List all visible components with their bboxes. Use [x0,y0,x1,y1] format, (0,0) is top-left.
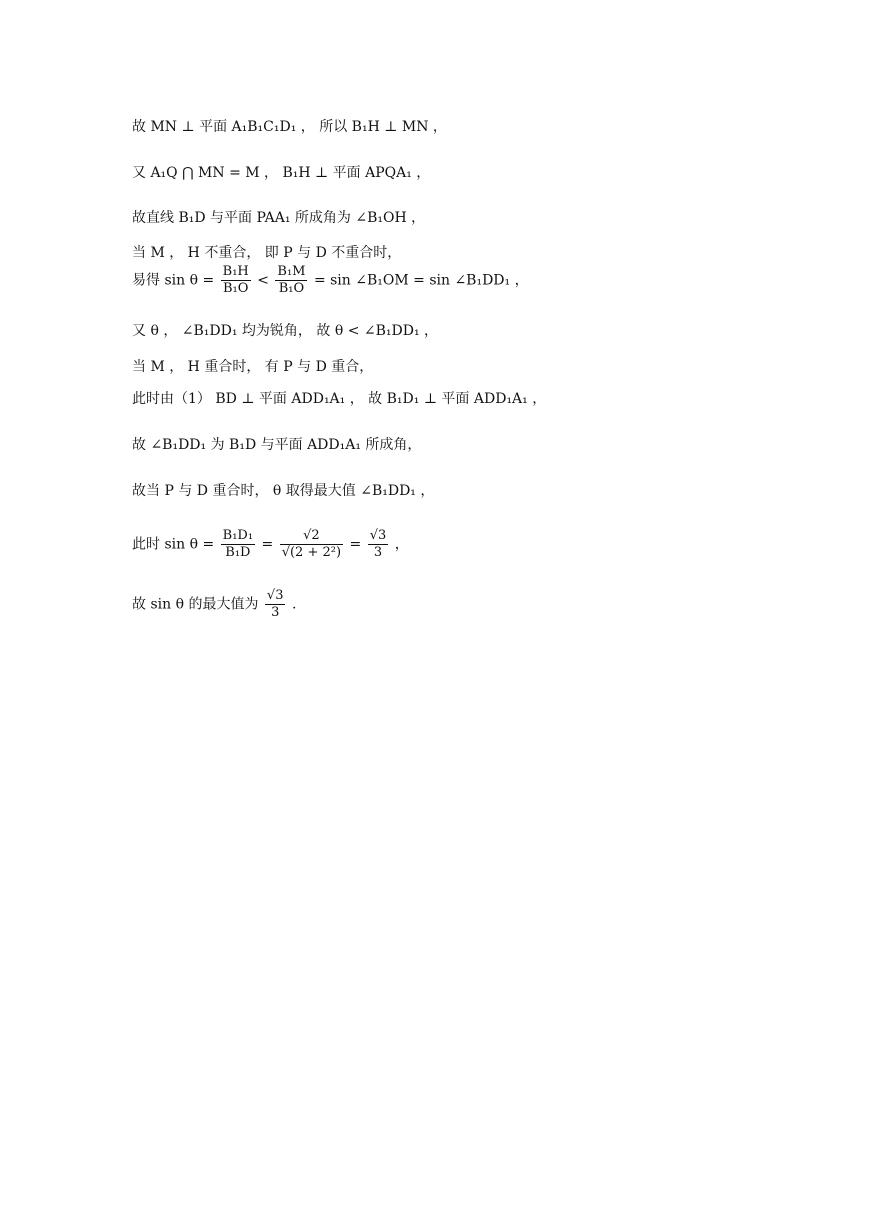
less-than-operator: < [257,272,269,289]
fraction-numerator: √3 [266,588,284,603]
equals-operator: = [261,536,274,553]
proof-line-1: 故 MN ⊥ 平面 A₁B₁C₁D₁ ， 所以 B₁H ⊥ MN ， [132,119,447,135]
proof-line-3: 故直线 B₁D 与平面 PAA₁ 所成角为 ∠B₁OH ， [132,210,426,226]
proof-line-10: 故当 P 与 D 重合时， θ 取得最大值 ∠B₁DD₁ ， [132,483,435,499]
fraction-b1h-over-b1o [221,264,251,297]
proof-line-7: 当 M ， H 重合时， 有 P 与 D 重合， [132,359,374,375]
proof-line-5 [132,264,529,297]
proof-line-2: 又 A₁Q ⋂ MN = M ， B₁H ⊥ 平面 APQA₁ ， [132,165,431,181]
fraction-denominator: B₁O [222,281,249,296]
proof-line-11 [132,528,409,561]
fraction-numerator: B₁M [277,264,306,279]
equals-operator-2: = [349,536,362,553]
fraction-sqrt3-over-3-final [265,588,286,621]
proof-line-9: 故 ∠B₁DD₁ 为 B₁D 与平面 ADD₁A₁ 所成角， [132,437,422,453]
fraction-denominator: 3 [373,545,383,560]
line11-suffix: ， [394,536,409,553]
line11-prefix: 此时 sin θ = [132,536,215,553]
proof-line-12 [132,588,296,621]
fraction-numerator: √3 [369,528,387,543]
line12-prefix: 故 sin θ 的最大值为 [132,596,259,613]
fraction-numerator: B₁D₁ [222,528,254,543]
fraction-denominator: 3 [271,605,280,620]
line5-prefix: 易得 sin θ = [132,272,215,289]
proof-line-6: 又 θ ， ∠B₁DD₁ 均为锐角， 故 θ < ∠B₁DD₁ ， [132,323,439,339]
proof-line-8: 此时由（1） BD ⊥ 平面 ADD₁A₁ ， 故 B₁D₁ ⊥ 平面 ADD₁A₁ ， [132,391,547,407]
proof-line-4: 当 M ， H 不重合， 即 P 与 D 不重合时， [132,245,402,261]
line12-suffix: . [291,596,297,613]
line5-suffix: = sin ∠B₁OM = sin ∠B₁DD₁ ， [313,272,529,289]
fraction-denominator: B₁D [225,545,251,560]
fraction-denominator: √(2 + 2²) [281,545,342,560]
fraction-b1m-over-b1o [275,264,307,297]
fraction-b1d1-over-b1d [221,528,255,561]
fraction-sqrt2-over-sqrt [280,528,343,561]
fraction-denominator: B₁O [278,281,305,296]
fraction-sqrt3-over-3 [368,528,389,561]
fraction-numerator: B₁H [222,264,249,279]
fraction-numerator: √2 [280,528,343,545]
